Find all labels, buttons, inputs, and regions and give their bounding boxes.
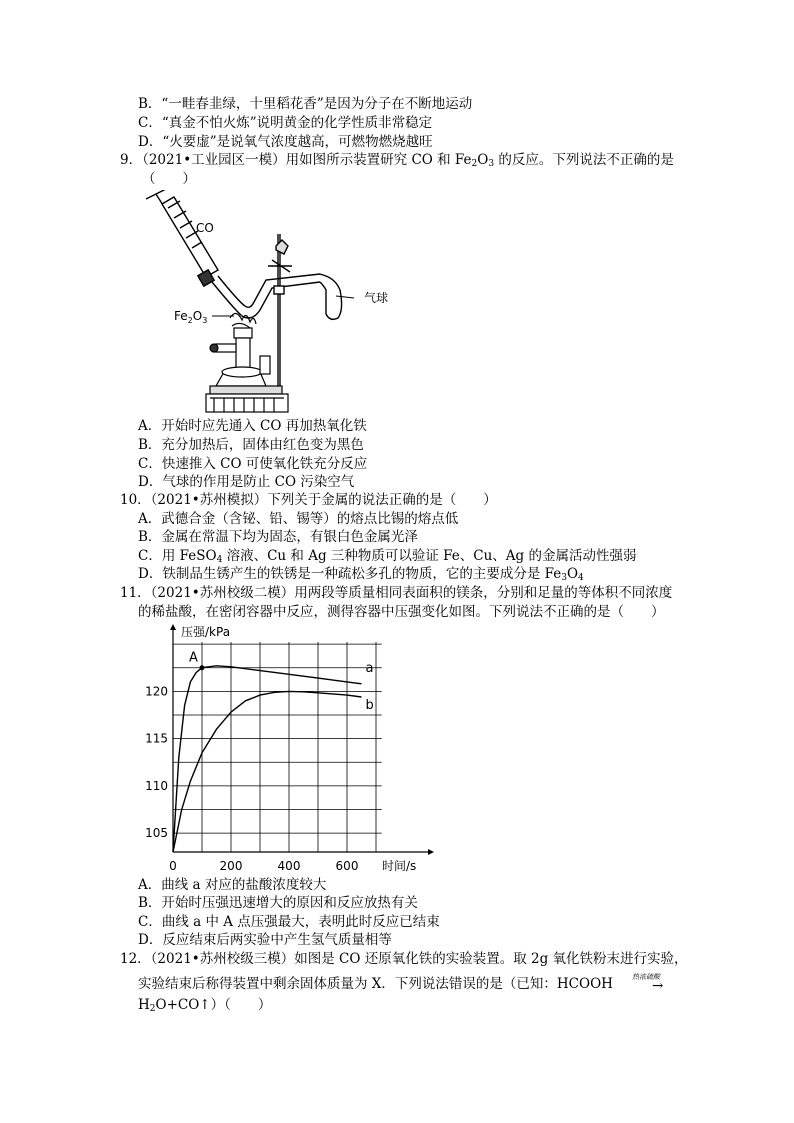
x-tick-label: 600: [335, 859, 359, 873]
fe2o3-label: $Fe_2O_3$: [174, 309, 208, 325]
co-apparatus-figure: [140, 190, 400, 418]
reaction-arrow: →: [652, 978, 664, 994]
burner-icon: [206, 313, 288, 412]
x-axis-arrow: [428, 849, 434, 855]
syringe-icon: [146, 190, 218, 286]
q10-option-a: A．武德合金（含铋、铅、锡等）的熔点比锡的熔点低: [138, 511, 459, 527]
x-tick-label: 400: [277, 859, 301, 873]
balloon-label: 气球: [364, 291, 389, 305]
q10-option-c: C．用 FeSO$_4$ 溶液、Cu 和 Ag 三种物质可以验证 Fe、Cu、Ag 的金属活动性强弱: [138, 548, 637, 565]
y-tick-label: 105: [145, 826, 168, 841]
q9-option-d: D．气球的作用是防止 CO 污染空气: [138, 474, 355, 490]
q10-stem: 10．（2021•苏州模拟）下列关于金属的说法正确的是（ ）: [120, 492, 497, 508]
q9-option-b: B．充分加热后，固体由红色变为黑色: [138, 437, 364, 453]
q12-stem-line3: $H_2O+CO↑$）（ ）: [138, 997, 272, 1014]
v-shaped-tube: [212, 274, 342, 319]
q11-stem-line1: 11．（2021•苏州校级二模）用两段等质量相同表面积的镁条，分别和足量的等体积不同浓度: [120, 585, 673, 601]
q8-option-d: D．“火要虚”是说氧气浓度越高，可燃物燃烧越旺: [138, 134, 433, 150]
q9-answer-paren: （ ）: [142, 171, 196, 187]
x-axis-label: 时间/s: [382, 859, 417, 873]
chart-series: [173, 651, 374, 852]
q9-stem: 9．（2021•工业园区一模）用如图所示装置研究 CO 和 $Fe_2O_3$ 的反应。下列说法不正确的是: [120, 152, 674, 169]
q11-stem-line2: 的稀盐酸，在密闭容器中反应，测得容器中压强变化如图。下列说法不正确的是（ ）: [138, 604, 665, 620]
series-label-b: b: [365, 698, 374, 714]
y-tick-label: 110: [145, 778, 168, 793]
q10-option-d: D．铁制品生锈产生的铁锈是一种疏松多孔的物质，它的主要成分是 $Fe_3O_4$: [138, 566, 584, 583]
q11-option-a: A．曲线 a 对应的盐酸浓度较大: [138, 877, 327, 893]
series-label-a: a: [365, 660, 374, 676]
q11-option-d: D．反应结束后两实验中产生氢气质量相等: [138, 932, 392, 948]
reaction-condition: 热浓硫酸: [632, 973, 660, 981]
q10-option-b: B．金属在常温下均为固态，有银白色金属光泽: [138, 529, 418, 545]
q9-option-c: C．快速推入 CO 可使氧化铁充分反应: [138, 456, 368, 472]
co-label: CO: [196, 221, 214, 235]
q9-option-a: A．开始时应先通入 CO 再加热氧化铁: [138, 418, 367, 434]
y-tick-label: 120: [145, 684, 168, 699]
x-tick-label: 200: [219, 859, 243, 873]
q12-stem-line1: 12．（2021•苏州校级三模）如图是 CO 还原氧化铁的实验装置。取 2g 氧化铁粉末进行实验，: [120, 951, 688, 967]
y-axis-label: 压强/kPa: [181, 625, 231, 639]
q12-stem-line2: 实验结束后称得装置中剩余固体质量为 X．下列说法错误的是（已知：HCOOH: [138, 976, 613, 992]
point-a-label: A: [189, 650, 198, 666]
iron-stand: [268, 234, 292, 412]
y-tick-label: 115: [145, 731, 168, 746]
q8-option-b: B．“一畦春韭绿，十里稻花香”是因为分子在不断地运动: [138, 96, 473, 112]
q11-option-c: C．曲线 a 中 A 点压强最大，表明此时反应已结束: [138, 914, 440, 930]
x-tick-label: 0: [169, 859, 177, 873]
point-a-marker: [200, 665, 205, 670]
q8-option-c: C．“真金不怕火炼”说明黄金的化学性质非常稳定: [138, 115, 433, 131]
q11-option-b: B．开始时压强迅速增大的原因和反应放热有关: [138, 895, 418, 911]
series-line-b: [173, 691, 362, 852]
y-axis-arrow: [170, 624, 176, 630]
pressure-chart: [130, 620, 450, 875]
